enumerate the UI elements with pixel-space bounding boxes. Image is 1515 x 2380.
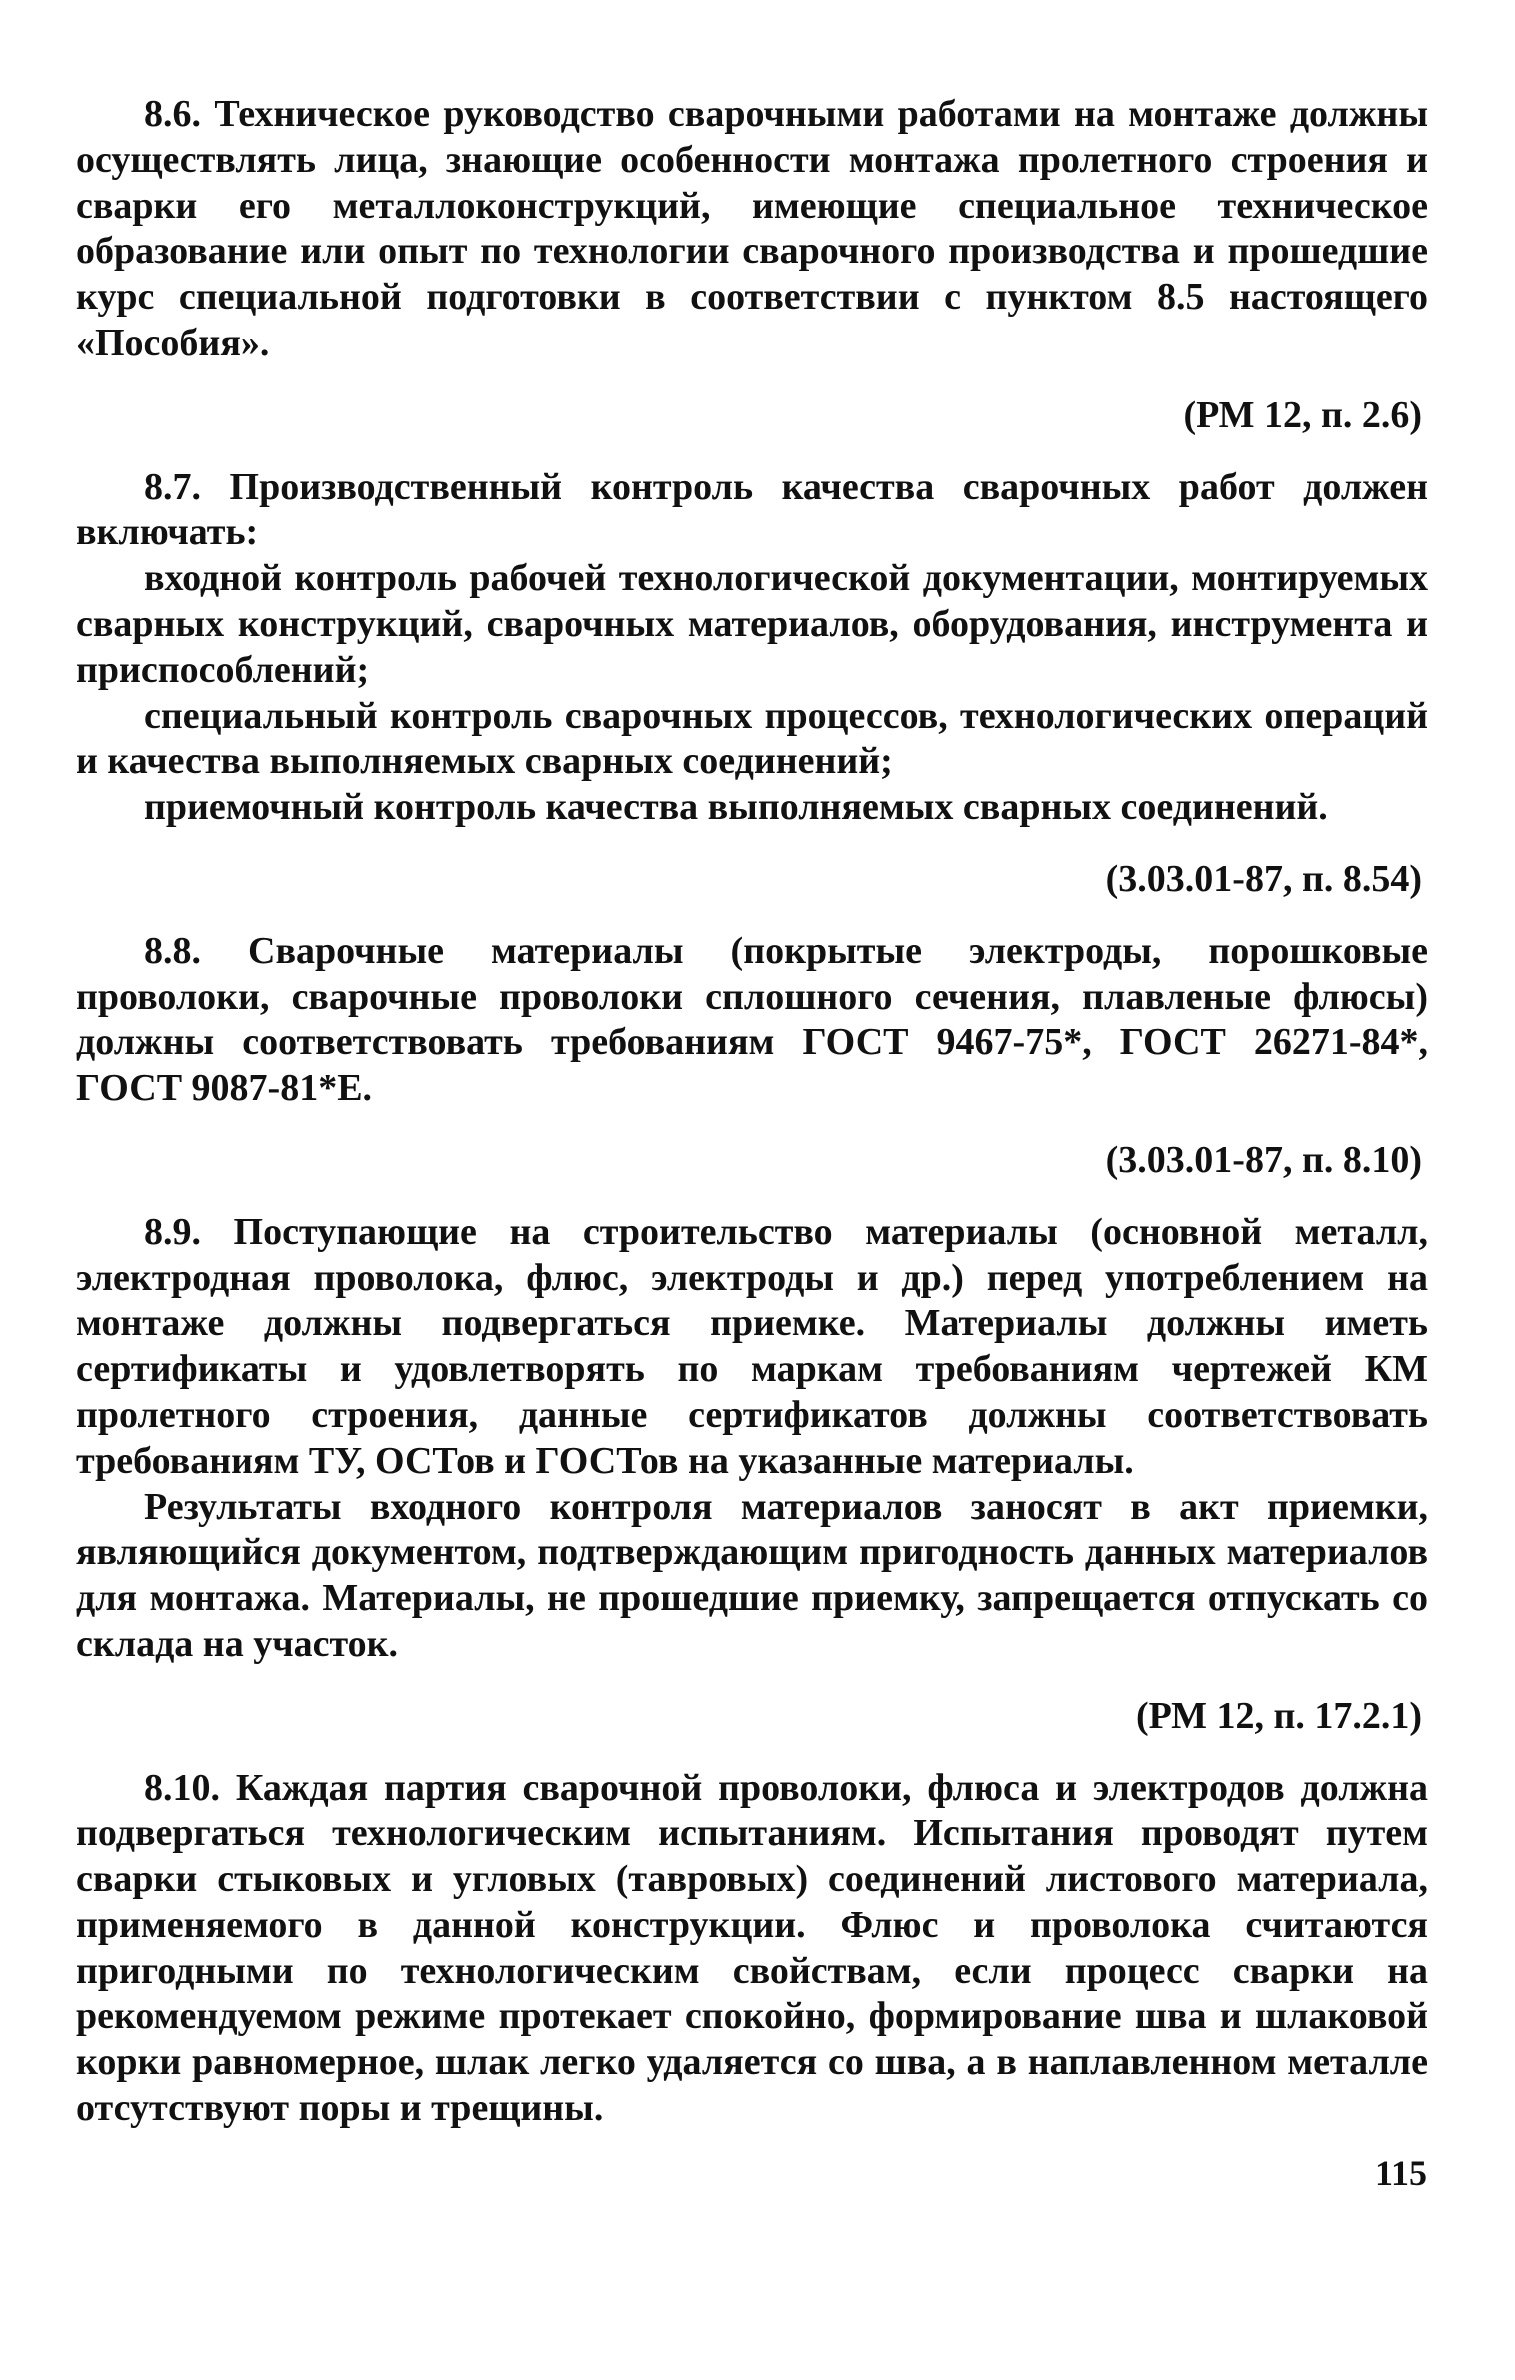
section-8-10 (76, 1766, 1428, 2132)
reference-8-6: (РМ 12, п. 2.6) (1183, 393, 1422, 436)
list-item-input-control: входной контроль рабочей технологической документации, монтируемых сварных конструкций, сварочных материалов, оборудования, инструмента и приспособлений; (76, 557, 1428, 691)
document-page (76, 92, 1428, 2132)
section-8-9 (76, 1210, 1428, 1740)
reference-8-9: (РМ 12, п. 17.2.1) (1135, 1694, 1422, 1737)
paragraph-8-8: 8.8. Сварочные материалы (покрытые электроды, порошковые проволоки, сварочные проволоки сплошного сечения, плавленые флюсы) должны соответствовать требованиям ГОСТ 9467-75*, ГОСТ 26271-84*, ГОСТ 9087-81*Е. (76, 929, 1428, 1110)
paragraph-8-9-results: Результаты входного контроля материалов заносят в акт приемки, являющийся документом, подтверждающим пригодность данных материалов для монтажа. Материалы, не прошедшие приемку, запрещается отпускать со склада на участок. (76, 1485, 1428, 1665)
section-8-7 (76, 465, 1428, 903)
reference-8-7: (3.03.01-87, п. 8.54) (1105, 857, 1422, 900)
list-item-acceptance-control: приемочный контроль качества выполняемых сварных соединений. (144, 786, 1328, 829)
paragraph-8-10: 8.10. Каждая партия сварочной проволоки, флюса и электродов должна подвергаться технологическим испытаниям. Испытания проводят путем сварки стыковых и угловых (тавровых) соединений листового материала, применяемого в данной конструкции. Флюс и проволока считаются пригодными по технологическим свойствам, если процесс сварки на рекомендуемом режиме протекает спокойно, формирование шва и шлаковой корки равномерное, шлак легко удаляется со шва, а в наплавленном металле отсутствуют поры и трещины. (76, 1766, 1428, 2130)
reference-8-8: (3.03.01-87, п. 8.10) (1105, 1138, 1422, 1181)
section-8-8 (76, 929, 1428, 1184)
section-8-6 (76, 92, 1428, 439)
paragraph-8-6: 8.6. Техническое руководство сварочными работами на монтаже должны осуществлять лица, знающие особенности монтажа пролетного строения и сварки его металлоконструкций, имеющие специальное техническое образование или опыт по технологии сварочного производства и прошедшие курс специальной подготовки в соответствии с пунктом 8.5 настоящего «Пособия». (76, 93, 1428, 364)
list-item-special-control: специальный контроль сварочных процессов, технологических операций и качества выполняемых сварных соединений; (76, 694, 1428, 783)
paragraph-8-7: 8.7. Производственный контроль качества сварочных работ должен включать: (76, 465, 1428, 554)
paragraph-8-9: 8.9. Поступающие на строительство материалы (основной металл, электродная проволока, флюс, электроды и др.) перед употреблением на монтаже должны подвергаться приемке. Материалы должны иметь сертификаты и удовлетворять по маркам требованиям чертежей КМ пролетного строения, данные сертификатов должны соответствовать требованиям ТУ, ОСТов и ГОСТов на указанные материалы. (76, 1210, 1428, 1482)
page-number: 115 (1374, 2153, 1427, 2193)
